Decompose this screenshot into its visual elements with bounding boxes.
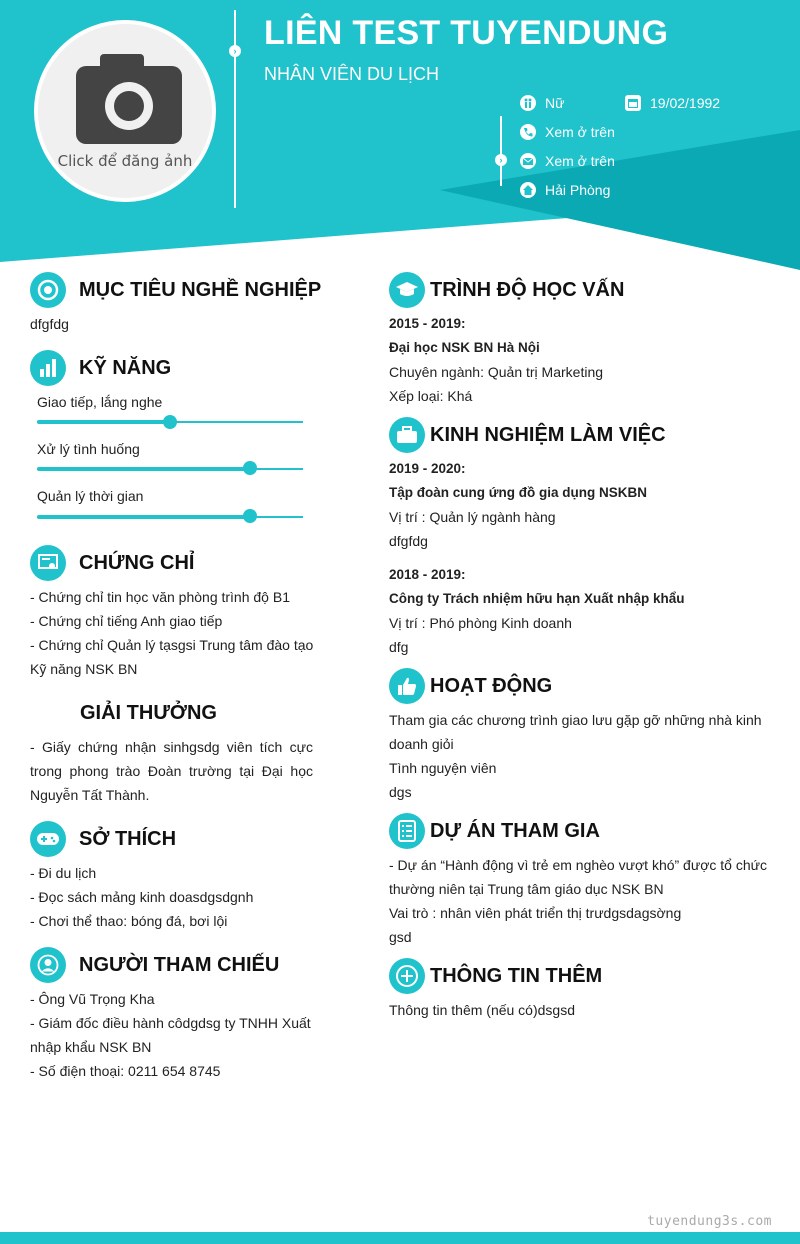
job-position: Vị trí : Phó phòng Kinh doanh — [389, 615, 572, 631]
skills-title: KỸ NĂNG — [79, 356, 172, 379]
camera-icon — [76, 54, 182, 144]
objective-title: MỤC TIÊU NGHỀ NGHIỆP — [79, 278, 322, 301]
job-description: dfg — [389, 639, 409, 655]
gender-icon — [520, 95, 536, 111]
awards-heading — [80, 702, 217, 725]
job-position: Vị trí : Quản lý ngành hàng — [389, 509, 556, 525]
phone-icon — [520, 124, 536, 140]
skill-fill — [37, 467, 250, 471]
job-description: dfgfdg — [389, 533, 428, 549]
project-line: - Dự án “Hành động vì trẻ em nghèo vượt khó” được tổ chức — [389, 857, 768, 873]
skill-fill — [37, 515, 250, 519]
plus-circle-icon — [389, 958, 425, 994]
checklist-icon — [389, 813, 425, 849]
objective-text: dfgfdg — [30, 316, 69, 332]
experience-heading — [389, 417, 666, 453]
thumbs-up-icon — [389, 668, 425, 704]
gender-row — [520, 95, 564, 111]
education-grade: Xếp loại: Khá — [389, 388, 473, 404]
certificate-item: Kỹ năng NSK BN — [30, 661, 138, 677]
skill-label: Giao tiếp, lắng nghe — [37, 394, 163, 410]
cv-header — [0, 0, 800, 275]
certificates-heading — [30, 545, 194, 581]
hobby-item: - Chơi thể thao: bóng đá, bơi lội — [30, 913, 228, 929]
skill-label: Xử lý tình huống — [37, 441, 140, 457]
birthday-value: 19/02/1992 — [650, 95, 721, 111]
certificate-item: - Chứng chỉ Quản lý tạsgsi Trung tâm đào tạo — [30, 637, 314, 653]
education-major: Chuyên ngành: Quản trị Marketing — [389, 364, 604, 380]
gender-value: Nữ — [545, 95, 565, 111]
job-period: 2019 - 2020: — [389, 461, 466, 476]
job-title: NHÂN VIÊN DU LỊCH — [264, 64, 440, 84]
hobbies-title: SỞ THÍCH — [79, 827, 177, 850]
project-line: thường niên tại Trung tâm giáo dục NSK BN — [389, 881, 664, 897]
contact-divider — [500, 116, 502, 186]
skill-slider-handle[interactable] — [243, 461, 257, 475]
award-line: Nguyễn Tất Thành. — [30, 787, 150, 803]
job-company: Tập đoàn cung ứng đồ gia dụng NSKBN — [389, 485, 648, 500]
education-school: Đại học NSK BN Hà Nội — [389, 340, 540, 355]
user-icon — [30, 947, 66, 983]
email-value: Xem ở trên — [545, 153, 615, 169]
skill-slider-handle[interactable] — [243, 509, 257, 523]
references-title: NGƯỜI THAM CHIẾU — [79, 953, 280, 976]
skill-fill — [37, 420, 170, 424]
phone-row — [520, 124, 615, 140]
award-line: - Giấy chứng nhận sinhgsdg viên tích cực — [30, 739, 313, 755]
reference-line: - Giám đốc điều hành côdgdsg ty TNHH Xuất — [30, 1015, 311, 1031]
reference-line: - Số điện thoại: 0211 654 8745 — [30, 1063, 221, 1079]
bar-chart-icon — [30, 350, 66, 386]
education-details — [389, 312, 603, 408]
awards-text — [30, 735, 313, 807]
skills-heading — [30, 350, 171, 386]
watermark: tuyendung3s.com — [647, 1214, 772, 1229]
additional-text: Thông tin thêm (nếu có)dsgsd — [389, 1002, 575, 1018]
award-line: trong phong trào Đoàn trường tại Đại học — [30, 763, 313, 779]
email-row — [520, 153, 615, 169]
footer-bar — [0, 1232, 800, 1244]
activity-line: Tình nguyện viên — [389, 760, 497, 776]
awards-title: GIẢI THƯỞNG — [80, 702, 217, 724]
activities-heading — [389, 668, 552, 704]
references-heading — [30, 947, 279, 983]
job-period: 2018 - 2019: — [389, 567, 466, 582]
gamepad-icon — [30, 821, 66, 857]
projects-title: DỰ ÁN THAM GIA — [430, 819, 600, 842]
certificate-icon — [30, 545, 66, 581]
projects-list — [389, 853, 767, 949]
chevron-right-icon: › — [229, 45, 241, 57]
calendar-icon — [625, 95, 641, 111]
hobbies-list — [30, 861, 253, 933]
objective-heading — [30, 272, 321, 308]
skill-label: Quản lý thời gian — [37, 488, 144, 504]
activity-line: Tham gia các chương trình giao lưu gặp gỡ những nhà kinh — [389, 712, 762, 728]
projects-heading — [389, 813, 600, 849]
chevron-right-icon: › — [495, 154, 507, 166]
project-line: Vai trò : nhân viên phát triển thị trưdgsdagsờng — [389, 905, 682, 921]
education-title: TRÌNH ĐỘ HỌC VẤN — [430, 278, 625, 301]
experience-title: KINH NGHIỆM LÀM VIỆC — [430, 423, 666, 446]
certificate-item: - Chứng chỉ tiếng Anh giao tiếp — [30, 613, 223, 629]
experience-job — [389, 457, 647, 553]
avatar-upload[interactable] — [34, 20, 216, 202]
target-icon — [30, 272, 66, 308]
project-line: gsd — [389, 929, 412, 945]
activity-line: doanh giỏi — [389, 736, 454, 752]
header-divider — [234, 10, 236, 208]
briefcase-icon — [389, 417, 425, 453]
avatar-caption: Click để đăng ảnh — [57, 152, 193, 170]
additional-title: THÔNG TIN THÊM — [430, 964, 603, 987]
certificates-list — [30, 585, 315, 681]
skill-slider-handle[interactable] — [163, 415, 177, 429]
home-icon — [520, 182, 536, 198]
candidate-name: LIÊN TEST TUYENDUNG — [264, 14, 669, 52]
experience-job — [389, 563, 685, 659]
email-icon — [520, 153, 536, 169]
phone-value: Xem ở trên — [545, 124, 615, 140]
additional-heading — [389, 958, 602, 994]
address-row — [520, 182, 610, 198]
certificates-title: CHỨNG CHỈ — [79, 551, 195, 574]
education-period: 2015 - 2019: — [389, 316, 466, 331]
references-list — [30, 987, 320, 1083]
certificate-item: - Chứng chỉ tin học văn phòng trình độ B1 — [30, 589, 290, 605]
reference-line: - Ông Vũ Trọng Kha — [30, 991, 155, 1007]
activities-list — [389, 708, 762, 804]
birthday-row — [625, 95, 720, 111]
activity-line: dgs — [389, 784, 412, 800]
education-heading — [389, 272, 624, 308]
graduation-cap-icon — [389, 272, 425, 308]
activities-title: HOẠT ĐỘNG — [430, 674, 553, 697]
reference-line: nhập khẩu NSK BN — [30, 1039, 152, 1055]
address-value: Hải Phòng — [545, 182, 611, 198]
hobbies-heading — [30, 821, 176, 857]
hobby-item: - Đọc sách mảng kinh doasdgsdgnh — [30, 889, 254, 905]
hobby-item: - Đi du lịch — [30, 865, 97, 881]
job-company: Công ty Trách nhiệm hữu hạn Xuất nhập khẩu — [389, 591, 685, 606]
